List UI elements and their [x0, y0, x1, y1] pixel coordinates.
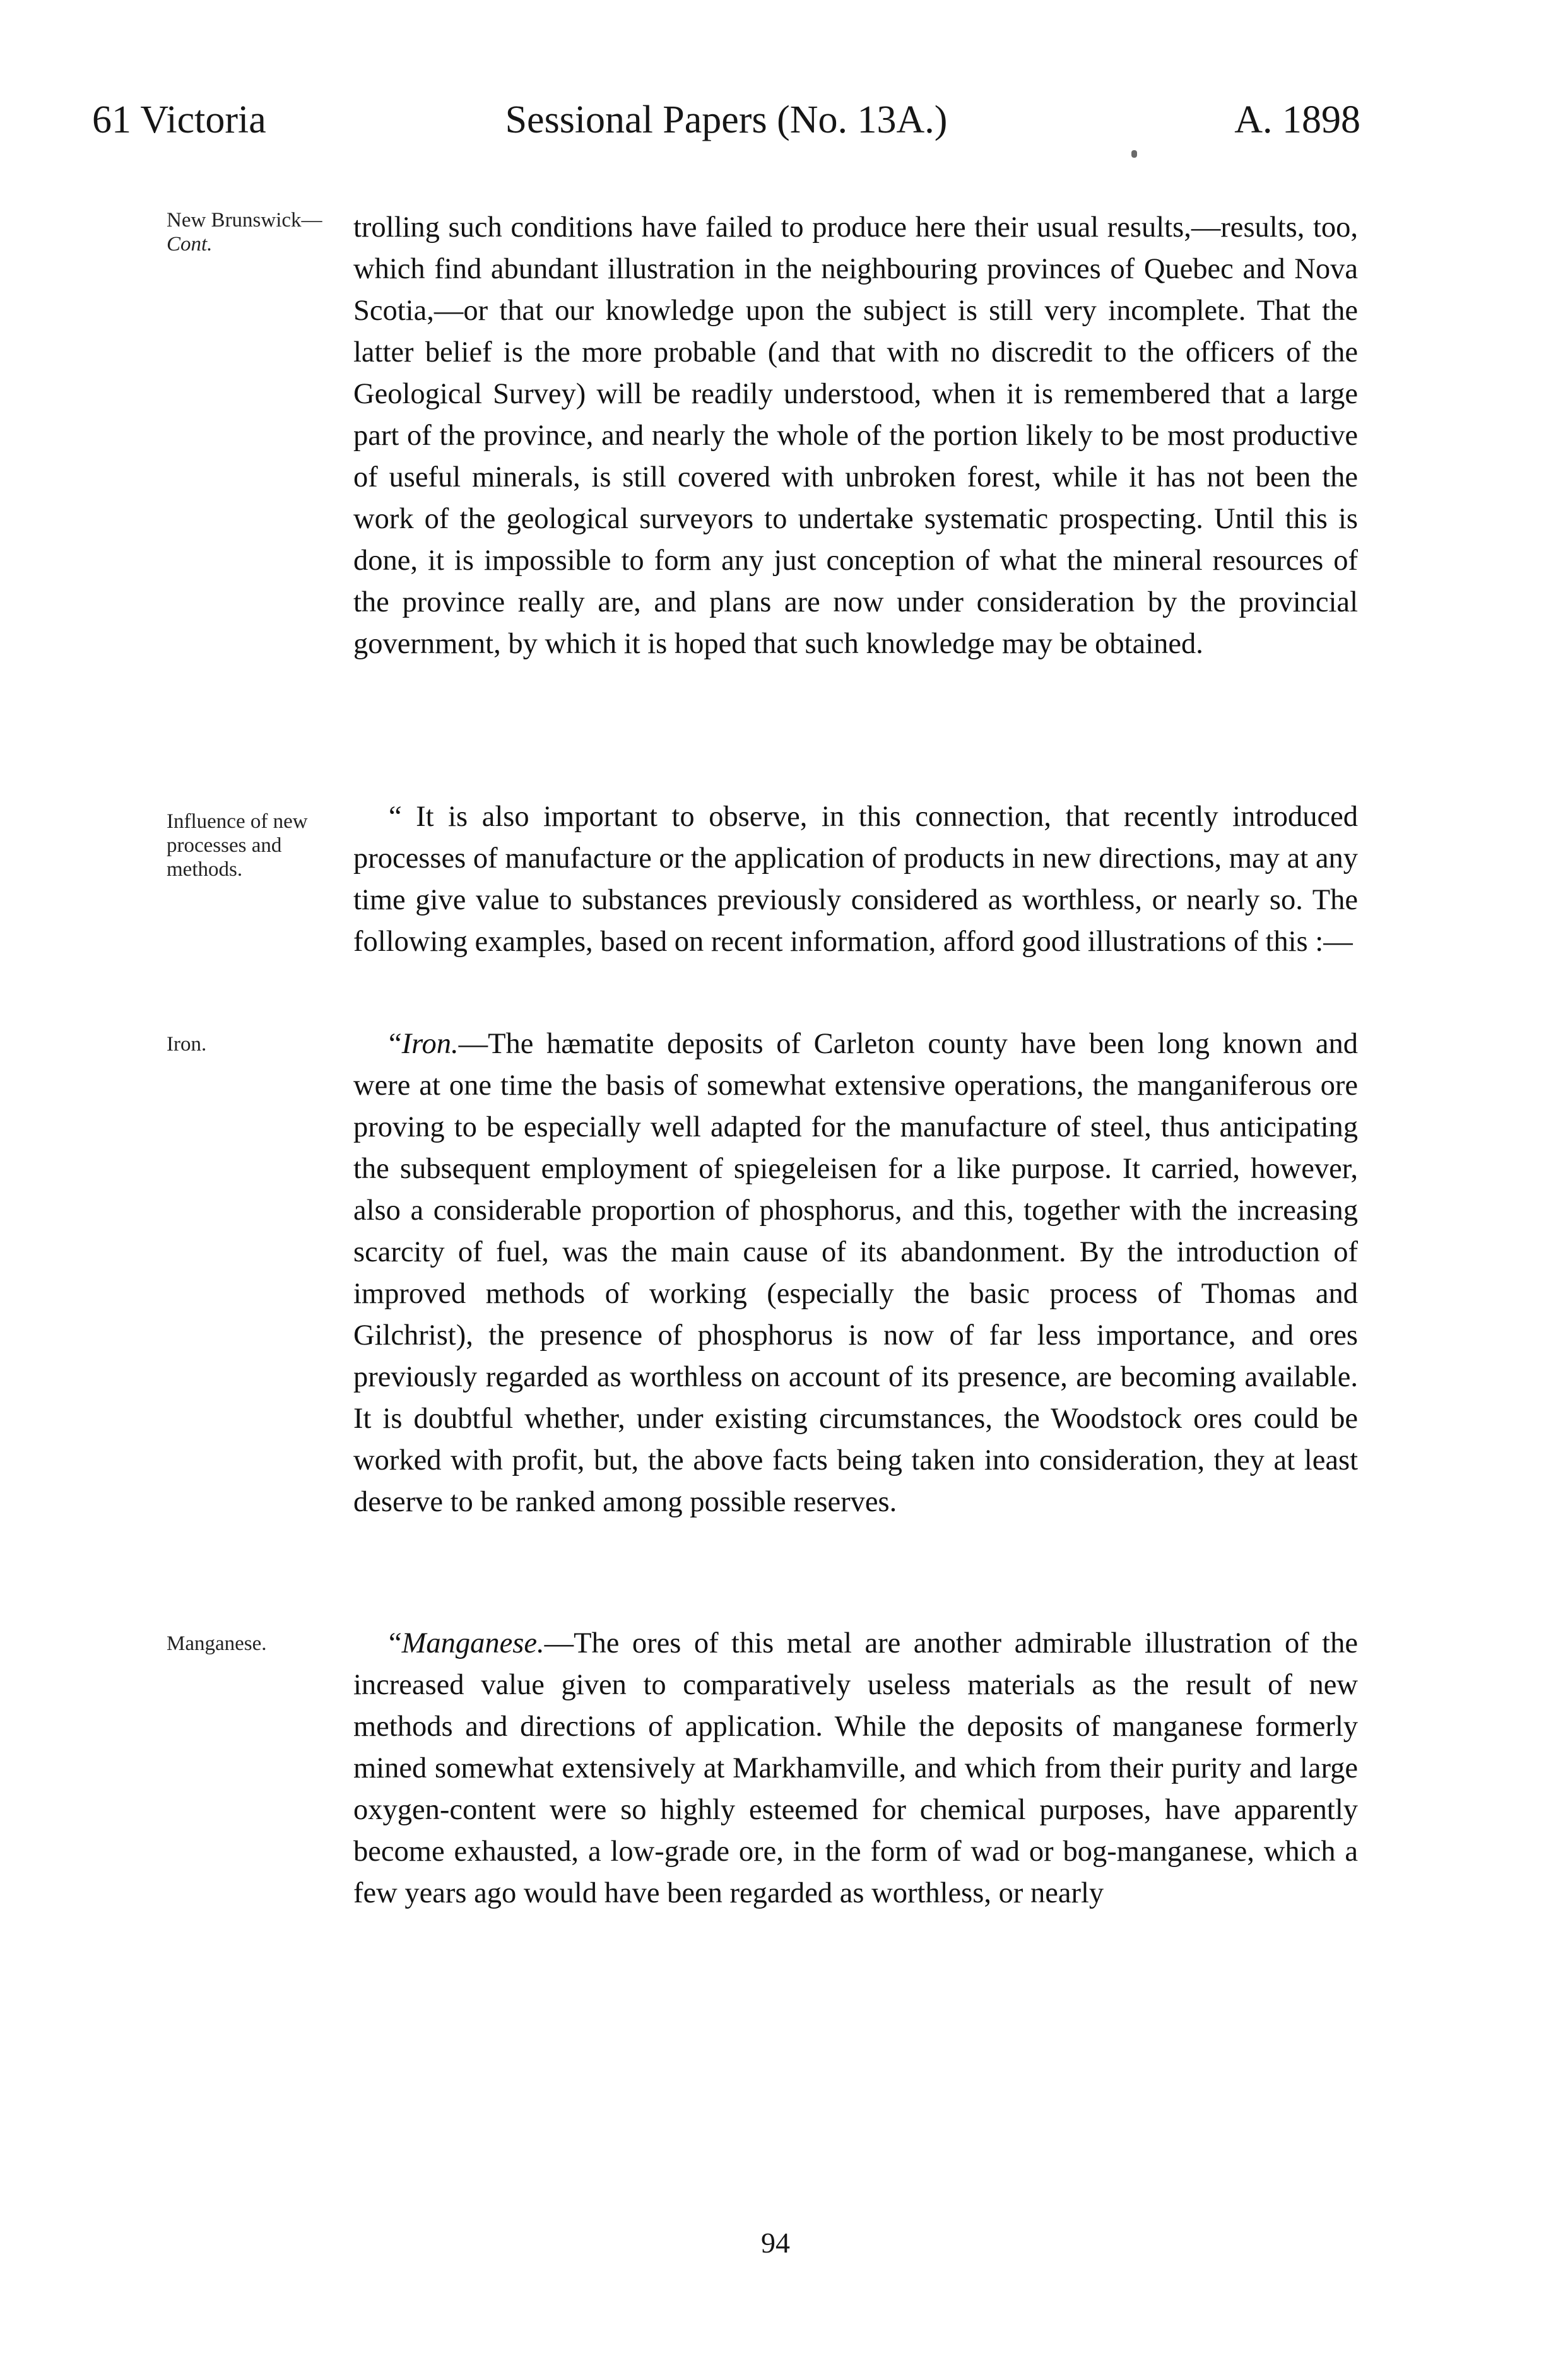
sidenote-cont-label: Cont.	[167, 233, 213, 256]
sidenote-manganese: Manganese.	[167, 1632, 267, 1655]
header-year: A. 1898	[1234, 98, 1360, 141]
sidenote-new-brunswick-label: New Brunswick—	[167, 209, 322, 232]
manganese-title: Manganese.	[401, 1627, 545, 1659]
header-session: 61 Victoria	[92, 98, 266, 141]
header-title: Sessional Papers (No. 13A.)	[505, 98, 948, 141]
sidenote-influence: Influence of new processes and methods.	[167, 810, 308, 881]
ink-speck	[1131, 150, 1137, 158]
paragraph-manganese	[353, 1623, 1358, 1914]
running-header	[92, 95, 1360, 145]
paragraph-influence: “ It is also important to observe, in this connection, that recently introduced processes of manufacture or the application of products in new directions, may at any time give value to substances previously considered as worthless, or nearly so. The following examples, based on recent information, afford good illustrations of this :—	[353, 801, 1358, 958]
page-number: 94	[761, 2227, 790, 2259]
iron-text: —The hæmatite deposits of Carleton county have been long known and were at one time the basis of somewhat extensive operations, the manganiferous ore proving to be especially well adapted for the manufacture of steel, thus anticipating the subsequent employment of spiegeleisen for a like purpose. It carried, however, also a considerable proportion of phosphorus, and this, together with the increasing scarcity of fuel, was the main cause of its abandonment. By the introduction of improved methods of working (especially the basic process of Thomas and Gilchrist), the presence of phosphorus is now of far less importance, and ores previously regarded as worthless on account of its presence, are becoming available. It is doubtful whether, under existing circumstances, the Woodstock ores could be worked with profit, but, the above facts being taken into consideration, they at least deserve to be ranked among possible reserves.	[353, 1028, 1358, 1518]
paragraph-conditions: trolling such conditions have failed to produce here their usual results,—results, too, which find abundant illustration in the neighbouring provinces of Quebec and Nova Scotia,—or that our knowledge upon the subject is still very incomplete. That the latter belief is the more probable (and that with no discredit to the officers of the Geological Survey) will be readily understood, when it is remembered that a large part of the province, and nearly the whole of the portion likely to be most productive of useful minerals, is still covered with unbroken forest, while it has not been the work of the geological surveyors to undertake systematic prospecting. Until this is done, it is impossible to form any just conception of what the mineral resources of the province really are, and plans are now under consideration by the provincial government, by which it is hoped that such knowledge may be obtained.	[353, 211, 1358, 660]
sidenote-iron: Iron.	[167, 1033, 207, 1056]
iron-open-quote: “	[389, 1028, 402, 1060]
iron-title: Iron.	[401, 1028, 459, 1060]
manganese-text: —The ores of this metal are another admirable illustration of the increased value given to comparatively useless materials as the result of new methods and directions of application. While the deposits of manganese formerly mined somewhat extensively at Markhamville, and which from their purity and large oxygen-content were so highly esteemed for chemical purposes, have apparently become exhausted, a low-grade ore, in the form of wad or bog-manganese, which a few years ago would have been regarded as worthless, or nearly	[353, 1627, 1358, 1909]
paragraph-iron	[353, 1023, 1358, 1523]
sidenote-new-brunswick	[167, 208, 356, 256]
manganese-open-quote: “	[389, 1627, 402, 1659]
